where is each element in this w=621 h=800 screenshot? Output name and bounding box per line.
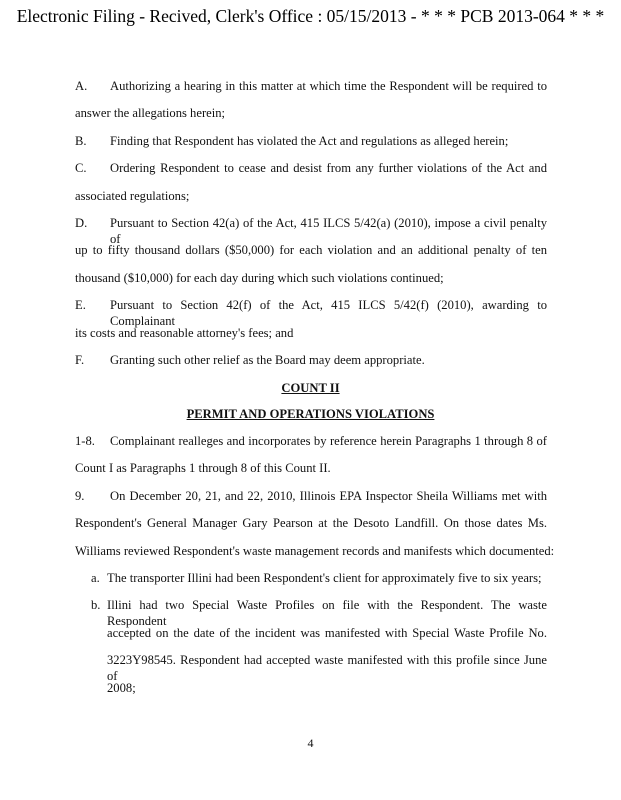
numbered-paragraph-line: On December 20, 21, and 22, 2010, Illinois EPA Inspector Sheila Williams met with — [110, 488, 547, 503]
relief-item-label: D. — [75, 216, 88, 230]
sub-item-line: accepted on the date of the incident was manifested with Special Waste Profile No. — [107, 625, 547, 640]
relief-item-line: answer the allegations herein; — [75, 106, 226, 121]
numbered-paragraph-line: Respondent's General Manager Gary Pearson at the Desoto Landfill. On those dates Ms. — [75, 516, 547, 531]
relief-item-label: B. — [75, 133, 87, 148]
relief-item-line: Ordering Respondent to cease and desist from any further violations of the Act and — [110, 161, 547, 176]
count-title: COUNT II — [281, 381, 340, 395]
relief-item-line: Authorizing a hearing in this matter at which time the Respondent will be required to — [110, 79, 547, 93]
relief-item-label: E. — [75, 298, 86, 313]
sub-item-label: b. — [91, 598, 101, 613]
sub-item-line: 2008; — [107, 680, 136, 695]
filing-header: Electronic Filing - Recived, Clerk's Office : 05/15/2013 - * * * PCB 2013-064 * * * — [16, 6, 605, 26]
sub-item-line: The transporter Illini had been Respondent's client for approximately five to six years; — [107, 571, 542, 585]
relief-item-line: associated regulations; — [75, 188, 190, 203]
sub-item-label: a. — [91, 571, 100, 585]
numbered-paragraph-label: 1-8. — [75, 434, 95, 448]
numbered-paragraph-line: Williams reviewed Respondent's waste management records and manifests which documented: — [75, 543, 555, 558]
relief-item-line: up to fifty thousand dollars ($50,000) for each violation and an additional penalty of ten — [75, 243, 547, 258]
page-number: 4 — [307, 736, 314, 750]
relief-item-line: Pursuant to Section 42(f) of the Act, 415 ILCS 5/42(f) (2010), awarding to Complainant — [110, 298, 547, 329]
relief-item-line: its costs and reasonable attorney's fees; and — [75, 325, 294, 340]
relief-item-line: thousand ($10,000) for each day during which such violations continued; — [75, 270, 444, 285]
numbered-paragraph-line: Count I as Paragraphs 1 through 8 of this Count II. — [75, 461, 331, 476]
count-subtitle: PERMIT AND OPERATIONS VIOLATIONS — [186, 407, 435, 421]
relief-item-line: Finding that Respondent has violated the Act and regulations as alleged herein; — [110, 133, 509, 148]
numbered-paragraph-label: 9. — [75, 488, 85, 503]
sub-item-line: Illini had two Special Waste Profiles on file with the Respondent. The waste Respondent — [107, 598, 547, 629]
relief-item-label: C. — [75, 161, 87, 176]
relief-item-label: A. — [75, 79, 88, 93]
numbered-paragraph-line: Complainant realleges and incorporates by reference herein Paragraphs 1 through 8 of — [110, 434, 547, 448]
sub-item-line: 3223Y98545. Respondent had accepted waste manifested with this profile since June of — [107, 653, 547, 684]
relief-item-line: Pursuant to Section 42(a) of the Act, 415 ILCS 5/42(a) (2010), impose a civil penalty of — [110, 216, 547, 246]
relief-item-label: F. — [75, 353, 85, 367]
relief-item-line: Granting such other relief as the Board may deem appropriate. — [110, 353, 425, 367]
